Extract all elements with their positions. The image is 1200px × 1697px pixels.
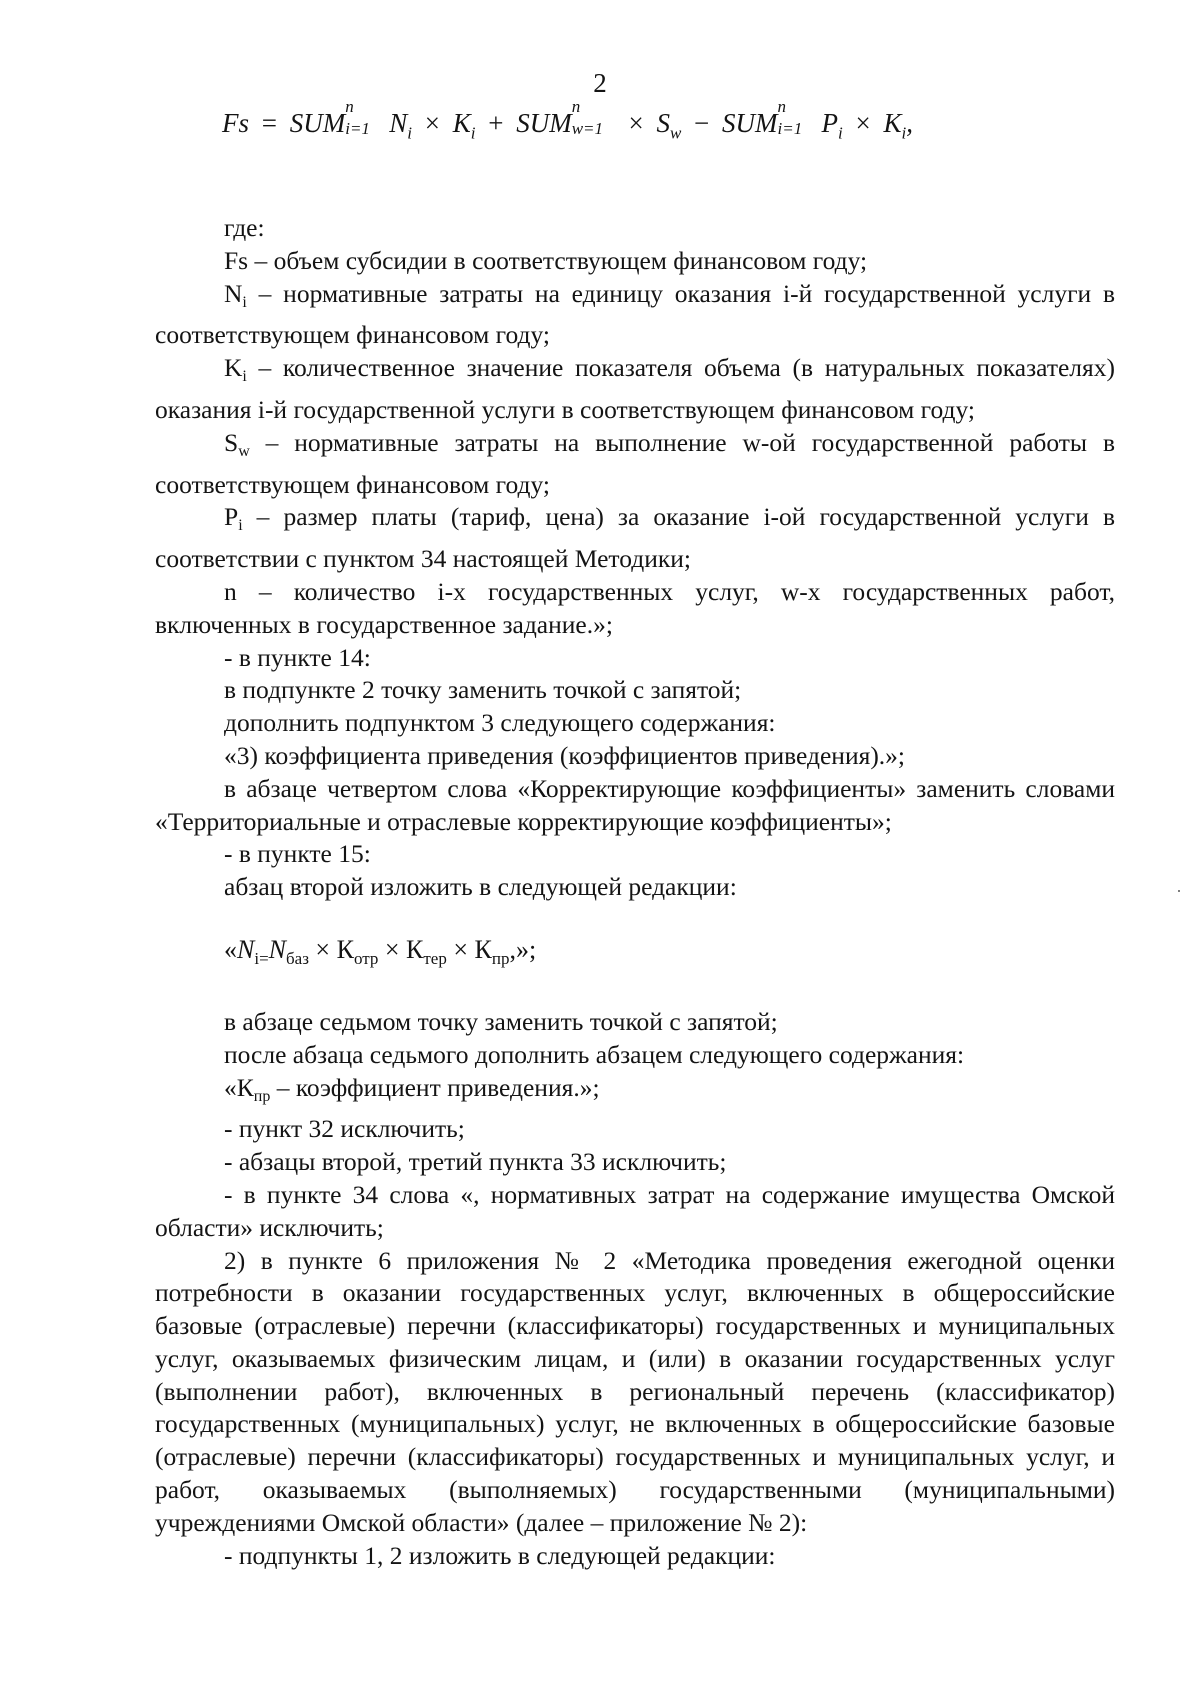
def-n: n – количество i-х государственных услуг, w-х государственных работ, включенных в государственное задание.»; — [155, 576, 1115, 639]
where-label: где: — [224, 213, 265, 242]
item-p14: - в пункте 14: — [224, 642, 371, 672]
item-p14b: дополнить подпунктом 3 следующего содержания: — [224, 708, 776, 738]
def-ki: $K_i$ – количественное значение показателя объема (в натуральных показателях) оказания i-й государственной услуги в соответствующем финансовом году; — [155, 353, 1115, 424]
page-number: 2 — [593, 68, 607, 98]
item-2: 2) в пункте 6 приложения № 2 «Методика проведения ежегодной оценки потребности в оказании государственных услуг, включенных в общероссийские базовые (отраслевые) перечни (классификаторы) государственных и муниципальных услуг, оказываемых физическим лицам, и (или) в оказании государственных услуг (выполнении работ), включенных в региональный перечень (классификатор) государственных (муниципальных) услуг, не включенных в общероссийские базовые (отраслевые) перечни (классификаторы) государственных и муниципальных услуг, и работ, оказываемых (выполняемых) государственными (муниципальными) учреждениями Омской области» (далее – приложение № 2): — [155, 1245, 1115, 1537]
item-last: - подпункты 1, 2 изложить в следующей редакции: — [224, 1540, 776, 1570]
item-p14a: в подпункте 2 точку заменить точкой с запятой; — [224, 675, 742, 705]
item-p14c: «3) коэффициента приведения (коэффициентов приведения).»; — [224, 740, 906, 770]
item-p15: - в пункте 15: — [224, 839, 371, 869]
item-p15d: «$К_{пр}$ – коэффициент приведения.»; — [224, 1072, 600, 1105]
def-pi: $P_i$ – размер платы (тариф, цена) за оказание i-ой государственной услуги в соответствии с пунктом 34 настоящей Методики; — [155, 502, 1115, 574]
document-body — [155, 180, 1115, 1572]
item-p15c: после абзаца седьмого дополнить абзацем следующего содержания: — [224, 1039, 965, 1069]
item-p15a: абзац второй изложить в следующей редакции: — [224, 872, 737, 902]
item-p33: - абзацы второй, третий пункта 33 исключить; — [224, 1147, 727, 1177]
normative-cost-formula: «$N_{i=}N_{баз} \times К_{отр} \times К_{тер} \times К_{пр}$,»; — [224, 934, 537, 969]
item-p15b: в абзаце седьмом точку заменить точкой с запятой; — [224, 1006, 778, 1036]
item-p34: - в пункте 34 слова «, нормативных затрат на содержание имущества Омской области» исключить; — [155, 1179, 1115, 1242]
scan-speck — [1178, 890, 1180, 892]
item-p32: - пункт 32 исключить; — [224, 1114, 465, 1144]
subsidy-formula: Fs = SUM n i=1 $N_i \times K_i$ + SUM n w=1 × $S_w$ − SUM n i=1 $P_i \times K_i$, — [222, 97, 913, 143]
item-p14d: в абзаце четвертом слова «Корректирующие коэффициенты» заменить словами «Территориальные и отраслевые корректирующие коэффициенты»; — [155, 773, 1115, 836]
def-sw: $S_w$ – нормативные затраты на выполнение w-ой государственной работы в соответствующем финансовом году; — [155, 427, 1115, 499]
def-ni: $N_i$ – нормативные затраты на единицу оказания i-й государственной услуги в соответствующем финансовом году; — [155, 278, 1115, 350]
def-fs: Fs – объем субсидии в соответствующем финансовом году; — [224, 245, 868, 275]
